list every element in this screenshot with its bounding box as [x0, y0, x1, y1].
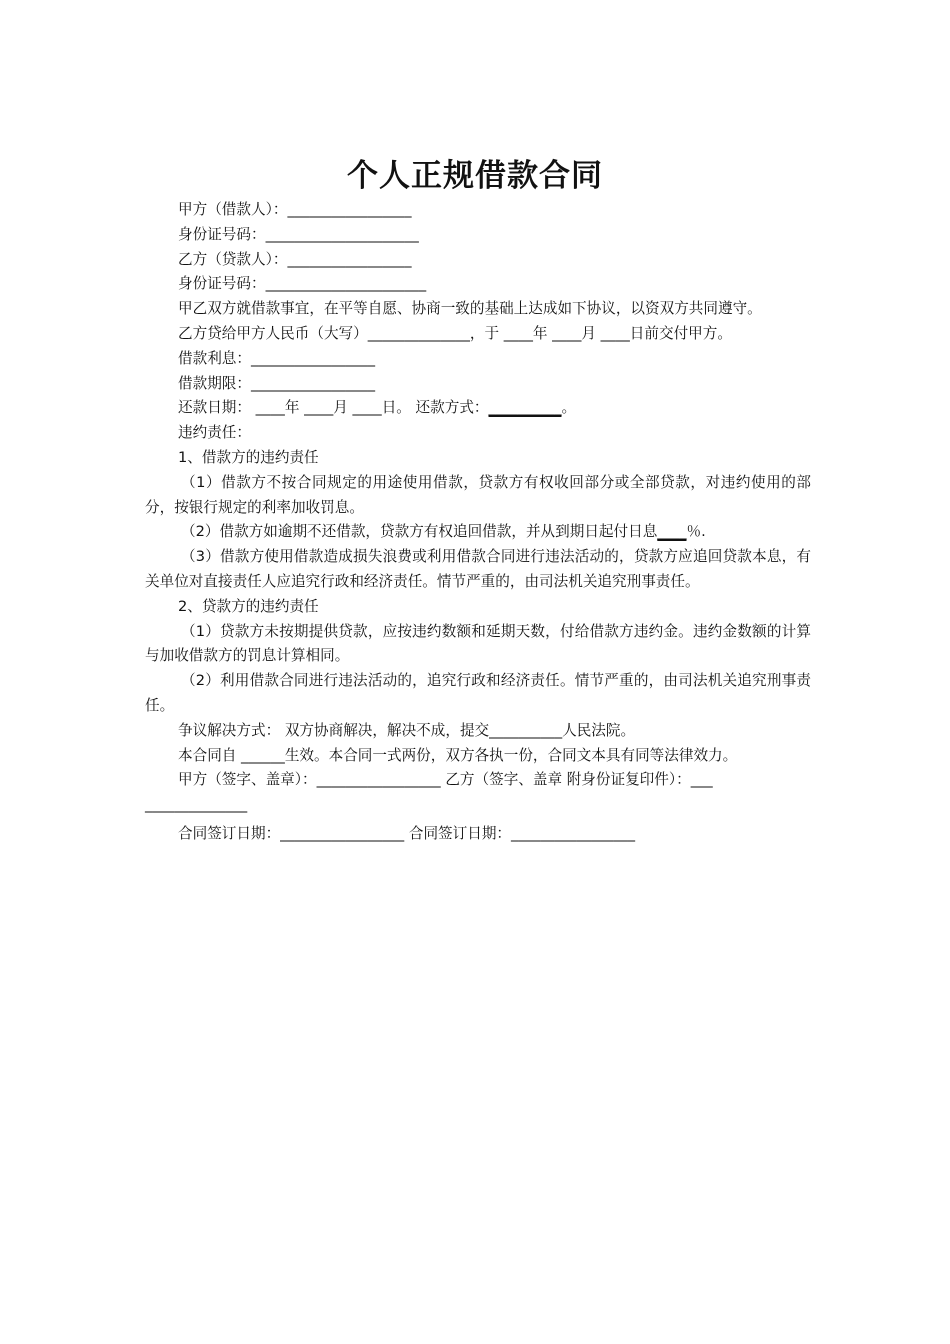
party-a-signature-blank: _________________ [316, 771, 441, 789]
repay-year-blank: ____ [255, 399, 285, 417]
repayment-label: 还款日期： [178, 399, 251, 417]
party-b-line [145, 248, 811, 273]
party-b-signature-blank: ___ [690, 771, 713, 789]
party-a-id-label: 身份证号码： [178, 225, 266, 243]
interest-blank: _________________ [250, 349, 376, 367]
party-b-label: 乙方（贷款人）： [178, 250, 288, 268]
dispute-text: 双方协商解决，解决不成，提交 [284, 721, 490, 739]
signing-date-line [145, 822, 811, 847]
party-b-id-line [145, 272, 811, 297]
dispute-line [145, 719, 811, 744]
repayment-line [145, 396, 811, 421]
loan-amount-suffix: 日前交付甲方。 [629, 324, 732, 342]
borrower-clause-2 [145, 520, 811, 545]
signing-date-a-blank: _________________ [280, 824, 405, 842]
dispute-end: 人民法院。 [562, 721, 636, 739]
breach-heading: 违约责任： [178, 424, 251, 442]
loan-amount-prefix: 乙方贷给甲方人民币（大写） [178, 324, 368, 342]
loan-day-blank: ____ [600, 324, 630, 342]
party-b-blank: _________________ [287, 250, 412, 268]
party-b-signature-label: 乙方（签字、盖章 附身份证复印件）： [445, 771, 691, 789]
interest-line [145, 347, 811, 372]
borrower-clause-2-end: ％. [686, 523, 706, 541]
borrower-clause-1: （1）借款方不按合同规定的用途使用借款，贷款方有权收回部分或全部贷款，对违约使用的部分，按银行规定的利率加收罚息。 [145, 473, 811, 516]
repay-month-blank: ____ [304, 399, 334, 417]
repay-end: 。 [561, 399, 577, 417]
page-title: 个人正规借款合同 [347, 158, 603, 194]
effective-blank: ______ [241, 746, 285, 764]
interest-label: 借款利息： [178, 349, 251, 367]
loan-amount-line [145, 322, 811, 347]
lender-clause-2: （2）利用借款合同进行违法活动的，追究行政和经济责任。情节严重的，由司法机关追究刑事责任。 [145, 672, 811, 714]
loan-amount-blank: ______________ [367, 324, 470, 342]
lender-clause-1: （1）贷款方未按期提供贷款，应按违约数额和延期天数，付给借款方违约金。违约金数额的计算与加收借款方的罚息计算相同。 [145, 622, 811, 665]
court-blank: __________ [489, 721, 563, 739]
term-blank: _________________ [250, 374, 376, 392]
party-b-signature-blank-continued: ______________ [145, 796, 248, 814]
lender-breach-heading: 2、贷款方的违约责任 [178, 597, 319, 615]
party-a-label: 甲方（借款人）： [178, 201, 288, 218]
loan-year-label: 年 [532, 324, 548, 342]
effective-line [145, 744, 811, 769]
repay-method-blank: __________ [488, 399, 562, 417]
borrower-clause-2-text: （2）借款方如逾期不还借款，贷款方有权追回借款，并从到期日起付日息 [181, 523, 658, 541]
term-line [145, 372, 811, 397]
borrower-breach-heading: 1、借款方的违约责任 [178, 448, 319, 466]
party-a-id-blank: _____________________ [265, 225, 419, 243]
repay-day-label: 日。 [381, 399, 411, 417]
party-b-id-label: 身份证号码： [178, 275, 266, 293]
loan-month-blank: ____ [552, 324, 582, 342]
loan-year-blank: ____ [503, 324, 533, 342]
party-a-line [145, 198, 811, 223]
contract-body [145, 198, 811, 847]
signature-line-continued [145, 793, 811, 818]
signature-line [145, 768, 811, 793]
repay-year-label: 年 [284, 399, 300, 417]
repay-month-label: 月 [333, 399, 348, 417]
party-a-blank: _________________ [287, 201, 412, 218]
signing-date-a-label: 合同签订日期： [178, 824, 281, 842]
repay-method-label: 还款方式： [415, 399, 489, 417]
loan-amount-mid: ，于 [469, 324, 500, 342]
party-a-id-line [145, 223, 811, 248]
effective-suffix: 生效。本合同一式两份，双方各执一份，合同文本具有同等法律效力。 [284, 746, 738, 764]
dispute-label: 争议解决方式： [178, 721, 281, 739]
repay-day-blank: ____ [352, 399, 382, 417]
loan-month-label: 月 [581, 324, 596, 342]
signing-date-b-label: 合同签订日期： [408, 824, 512, 842]
signing-date-b-blank: _________________ [511, 824, 636, 842]
effective-prefix: 本合同自 [178, 746, 237, 764]
daily-interest-blank: ____ [657, 523, 687, 541]
term-label: 借款期限： [178, 374, 251, 392]
borrower-clause-3: （3）借款方使用借款造成损失浪费或利用借款合同进行违法活动的，贷款方应追回贷款本息，有关单位对直接责任人应追究行政和经济责任。情节严重的，由司法机关追究刑事责任。 [145, 548, 811, 590]
intro-paragraph: 甲乙双方就借款事宜，在平等自愿、协商一致的基础上达成如下协议，以资双方共同遵守。 [178, 300, 762, 318]
party-b-id-blank: ______________________ [265, 275, 427, 293]
party-a-signature-label: 甲方（签字、盖章）： [178, 771, 317, 789]
